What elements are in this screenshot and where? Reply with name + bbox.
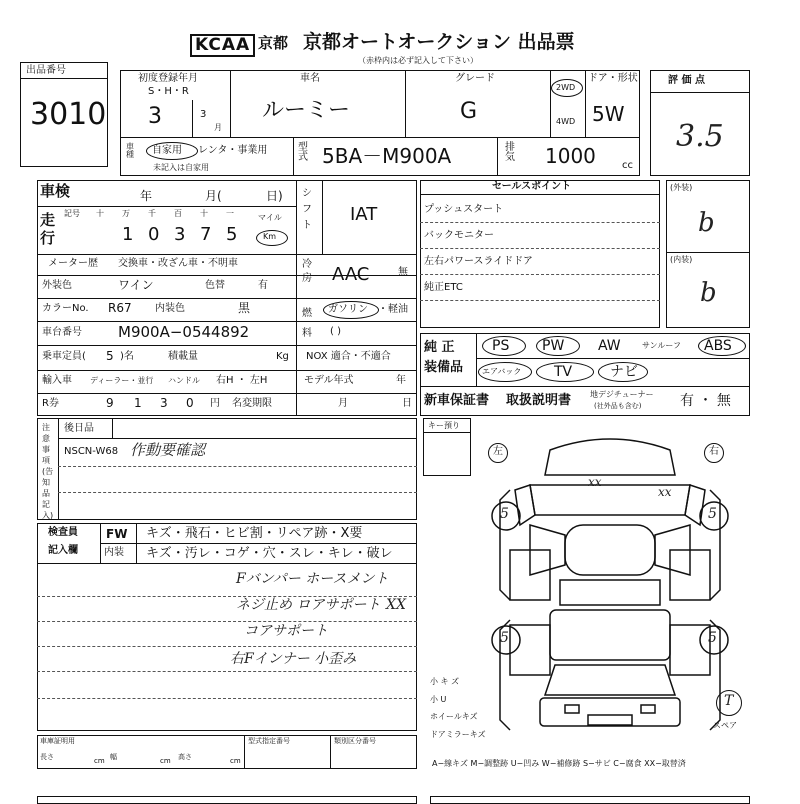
- later-label: 後日品: [64, 423, 94, 434]
- form-title: 京都オートオークション 出品票: [303, 31, 575, 53]
- sales-point-1: プッシュスタート: [424, 204, 504, 215]
- notes-line-1-hw: 作動要確認: [130, 441, 206, 459]
- wheel-mark-rl: 5: [500, 630, 509, 646]
- recycle-label: R券: [42, 398, 59, 409]
- ac-none: 無: [398, 267, 408, 278]
- door-value: 5W: [592, 102, 625, 126]
- import-dealer: ディーラー・並行: [90, 376, 154, 385]
- load-label: 積載量: [168, 351, 198, 362]
- inspector-label-1: 検査員: [48, 527, 78, 538]
- grade-label: グレード: [455, 73, 495, 84]
- use-label: 車種: [126, 142, 134, 159]
- load-kg: Kg: [276, 351, 289, 362]
- sales-point-2: バックモニター: [424, 230, 494, 241]
- reg-era: S・H・R: [148, 86, 189, 97]
- shaken-label: 車検: [40, 182, 71, 200]
- key-label: キー預り: [428, 421, 460, 430]
- nox: NOX 適合・不適合: [306, 351, 391, 362]
- recycle-month: 月: [338, 398, 348, 409]
- mileage-digit: 7: [200, 224, 212, 245]
- damage-mark-1: xx: [588, 475, 602, 489]
- recycle-d4: 0: [186, 396, 194, 410]
- use-private: 自家用: [152, 145, 182, 156]
- fuel-paren: ( ): [330, 326, 341, 337]
- capacity-value: 5: [106, 349, 114, 363]
- grade: G: [460, 99, 478, 124]
- legend-1: 小 キ ズ: [430, 677, 460, 686]
- legend-4: ドアミラーキズ: [430, 730, 486, 739]
- spare-label: スペア: [713, 721, 737, 730]
- reg-label: 初度登録年月: [138, 73, 198, 84]
- form-note: （赤枠内は必ず記入して下さい）: [358, 56, 478, 65]
- inspector-hw-2: ネジ止め ロアサポート: [236, 597, 381, 613]
- mileage-mile: マイル: [258, 213, 282, 222]
- diagram-right: 右: [709, 446, 719, 457]
- diagram-left: 左: [493, 446, 503, 457]
- inspector-hw-xx: XX: [386, 597, 406, 613]
- inspector-fw: FW: [106, 527, 128, 541]
- sales-points-box: [420, 180, 660, 328]
- equip-abs: ABS: [704, 338, 732, 354]
- lot-number-label: 出品番号: [26, 65, 66, 76]
- shaken-year: 年: [140, 189, 153, 203]
- sales-points-title: セールスポイント: [492, 181, 572, 192]
- notes-box: [37, 418, 417, 520]
- mileage-unit: 十: [200, 209, 208, 218]
- car-name: ルーミー: [262, 98, 351, 123]
- mileage-unit: 十: [96, 209, 104, 218]
- recycle-d2: 1: [134, 396, 142, 410]
- mileage-unit: 一: [226, 209, 234, 218]
- mileage-unit: 百: [174, 209, 182, 218]
- dims-label: 車庫証明用: [40, 737, 75, 745]
- fuel-label: 燃料: [302, 308, 312, 339]
- color-no-label: カラーNo.: [42, 303, 89, 314]
- mileage-unit: 万: [122, 209, 130, 218]
- ext-grade: b: [698, 208, 715, 238]
- dims-height: 高さ: [178, 753, 192, 761]
- color-change-value: 有: [258, 280, 268, 291]
- chassis-label: 車台番号: [42, 327, 82, 338]
- color-change-label: 色替: [205, 280, 225, 291]
- model-value: 5BA－M900A: [322, 144, 452, 168]
- wheel-mark-fl: 5: [500, 506, 509, 522]
- ext-color-label: 外装色: [42, 280, 72, 291]
- drive-4wd: 4WD: [556, 117, 576, 126]
- class-no-label: 類別区分番号: [334, 737, 376, 745]
- import-model-year: モデル年式: [304, 375, 354, 386]
- dims-long: 長さ: [40, 753, 54, 761]
- equipment-label-2: 装備品: [424, 360, 464, 375]
- equip-aw: AW: [598, 338, 621, 354]
- reg-month-unit: 月: [214, 123, 222, 132]
- lot-number: 3010: [30, 97, 107, 132]
- door-label: ドア・形状: [588, 73, 638, 84]
- tuner: 地デジチューナー: [590, 390, 654, 399]
- ac-label: 冷房: [302, 259, 312, 284]
- wheel-mark-fr: 5: [708, 506, 717, 522]
- auction-logo: KCAA: [190, 34, 255, 57]
- mileage-digit: 1: [122, 224, 134, 245]
- damage-mark-2: xx: [658, 485, 672, 499]
- inspector-fw-text: キズ・飛石・ヒビ割・リペア跡・X要: [146, 526, 363, 541]
- recycle-d3: 3: [160, 396, 168, 410]
- ac-value: AAC: [332, 264, 370, 285]
- recycle-day: 日: [402, 398, 412, 409]
- auction-logo-sub: 京都: [258, 34, 289, 52]
- dims-width-cm: cm: [160, 757, 171, 765]
- capacity-label: 乗車定員(: [42, 351, 86, 362]
- shaken-month: 月(: [205, 189, 222, 203]
- meter-label: メーター歴: [48, 258, 98, 269]
- mileage-digit: 3: [174, 224, 186, 245]
- car-diagram: [470, 430, 750, 750]
- wheel-mark-rr: 5: [708, 630, 717, 646]
- int-color-value: 黒: [238, 301, 251, 315]
- inspector-int: 内装: [104, 547, 124, 558]
- sales-point-4: 純正ETC: [424, 282, 463, 293]
- equip-navi: ナビ: [610, 364, 638, 380]
- shaken-day: 日): [266, 189, 283, 203]
- equip-sunroof: サンルーフ: [642, 341, 681, 350]
- mileage-mark: 記号: [64, 209, 80, 218]
- fuel-gas: ガソリン: [328, 304, 368, 315]
- inspector-label-2: 記入欄: [48, 545, 78, 556]
- spare-mark: T: [724, 693, 734, 709]
- notes-line-1: NSCN-W68: [64, 446, 119, 457]
- use-note: 未記入は自家用: [153, 163, 209, 172]
- meter-value: 交換車・改ざん車・不明車: [118, 258, 238, 269]
- import-lr: 右H ・ 左H: [216, 375, 268, 386]
- equip-tv: TV: [554, 364, 573, 380]
- int-grade: b: [700, 278, 717, 308]
- import-label: 輸入車: [42, 375, 72, 386]
- inspector-int-text: キズ・汚レ・コゲ・穴・スレ・キレ・破レ: [146, 546, 393, 561]
- shift-value: IAT: [350, 204, 378, 225]
- equipment-label-1: 純 正: [424, 340, 455, 355]
- code-legend: A−線キズ M−調整跡 U−凹み W−補修跡 S−サビ C−腐食 XX−取替済: [432, 759, 686, 768]
- legend-2: 小 U: [430, 695, 447, 704]
- manual: 取扱説明書: [506, 393, 572, 408]
- reg-month: 3: [200, 109, 207, 120]
- recycle-d1: 9: [106, 396, 114, 410]
- tuner-note: (社外品も含む): [594, 402, 642, 410]
- dims-long-cm: cm: [94, 757, 105, 765]
- shift-label: シフト: [302, 188, 312, 231]
- model-no-label: 型式指定番号: [248, 737, 290, 745]
- warranty-book: 新車保証書: [424, 393, 490, 408]
- chassis-value: M900A−0544892: [118, 323, 250, 341]
- inspector-hw-1: Fバンパー ホースメント: [236, 571, 389, 587]
- sales-point-3: 左右パワースライドドア: [424, 256, 533, 267]
- displacement-value: 1000: [545, 144, 596, 168]
- score-label: 評 価 点: [668, 75, 705, 86]
- mileage-unit: 千: [148, 209, 156, 218]
- drive-2wd: 2WD: [556, 83, 576, 92]
- dims-height-cm: cm: [230, 757, 241, 765]
- reg-year: 3: [148, 104, 162, 129]
- equip-pw: PW: [542, 338, 565, 354]
- mileage-digit: 5: [226, 224, 238, 245]
- notes-label: 注意事項(告知品記入): [42, 423, 54, 520]
- legend-3: ホイールキズ: [430, 712, 478, 721]
- import-handle: ハンドル: [168, 376, 200, 385]
- mileage-label: 走行: [40, 211, 56, 247]
- inspector-hw-3: コアサポート: [244, 623, 328, 639]
- int-grade-label: (内装): [670, 255, 693, 264]
- yes-no: 有 ・ 無: [680, 393, 731, 409]
- capacity-unit: )名: [120, 351, 134, 362]
- recycle-yen: 円: [210, 398, 220, 409]
- inspector-hw-4: 右Fインナー 小歪み: [230, 651, 357, 667]
- dims-width: 幅: [110, 753, 117, 761]
- displacement-label: 排気: [505, 142, 515, 163]
- fuel-light: ・軽油: [378, 304, 408, 315]
- mileage-digit: 0: [148, 224, 160, 245]
- use-rest: レンタ・事業用: [198, 145, 268, 156]
- equip-ps: PS: [492, 338, 510, 354]
- car-name-label: 車名: [300, 73, 320, 84]
- ext-color-value: ワイン: [118, 278, 154, 292]
- mileage-km: Km: [263, 232, 277, 241]
- int-color-label: 内装色: [155, 303, 185, 314]
- import-year: 年: [396, 375, 406, 386]
- displacement-unit: cc: [622, 160, 633, 171]
- recycle-deadline: 名変期限: [232, 398, 272, 409]
- equip-airbag: エアバック: [482, 367, 522, 376]
- color-no-value: R67: [108, 301, 132, 315]
- model-label: 型式: [298, 142, 308, 163]
- score-value: 3.5: [676, 119, 724, 154]
- ext-grade-label: (外装): [670, 183, 693, 192]
